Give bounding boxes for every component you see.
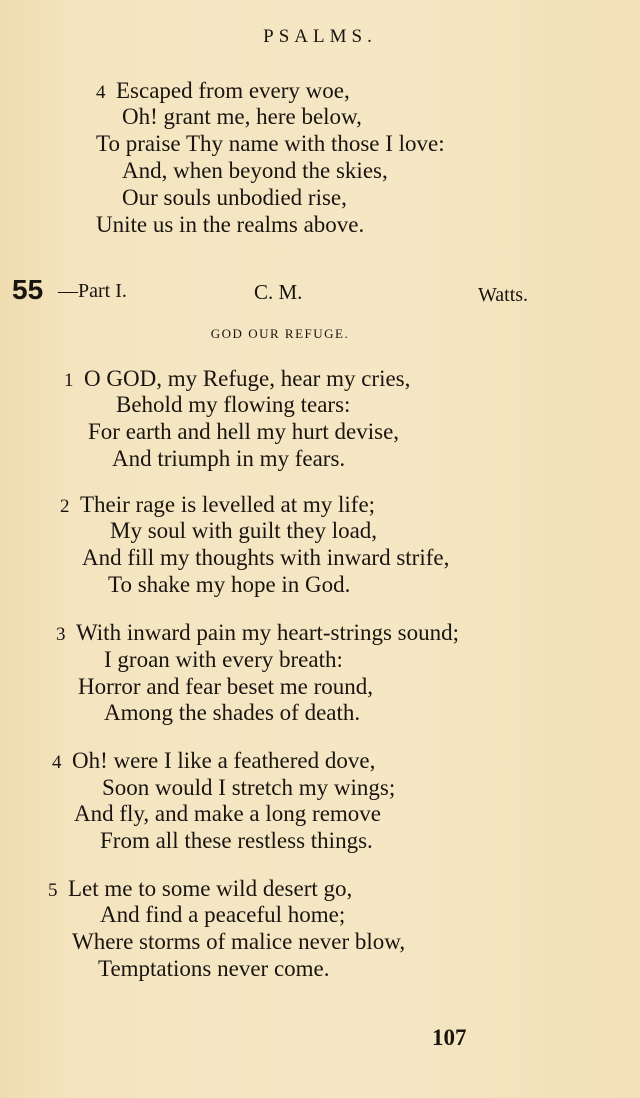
stanza-line: Our souls unbodied rise, [122, 185, 347, 210]
stanza-line: Behold my flowing tears: [116, 392, 351, 417]
verse-number: 1 [64, 370, 74, 391]
stanza-line: Unite us in the realms above. [96, 212, 365, 237]
verse-number: 5 [48, 880, 58, 901]
stanza-line: My soul with guilt they load, [110, 518, 378, 543]
stanza-line: And triumph in my fears. [112, 446, 346, 471]
stanza-line: Among the shades of death. [104, 700, 361, 725]
verse-number: 4 [52, 752, 62, 773]
stanza-line: And find a peaceful home; [100, 902, 346, 927]
stanza-line: And fill my thoughts with inward strife, [82, 545, 450, 570]
stanza-line: I groan with every breath: [104, 647, 343, 672]
hymn-part: —Part I. [58, 280, 127, 302]
stanza-line: 5 Let me to some wild desert go, [48, 876, 352, 904]
stanza-line: 4 Oh! were I like a feathered dove, [52, 748, 375, 776]
verse-number: 2 [60, 496, 70, 517]
stanza-line: Horror and fear beset me round, [78, 674, 374, 699]
hymn-author: Watts. [478, 284, 529, 306]
stanza-line: 2 Their rage is levelled at my life; [60, 492, 375, 520]
stanza-line: And fly, and make a long remove [74, 801, 381, 826]
verse-number: 3 [56, 624, 66, 645]
stanza-line: For earth and hell my hurt devise, [88, 419, 400, 444]
stanza-line: To shake my hope in God. [108, 572, 351, 597]
stanza-line: Soon would I stretch my wings; [102, 775, 396, 800]
stanza-line: Where storms of malice never blow, [72, 929, 406, 954]
running-head: PSALMS. [263, 26, 377, 47]
stanza-line: 3 With inward pain my heart-strings sound; [56, 620, 459, 648]
stanza-line: Temptations never come. [98, 956, 330, 981]
stanza-line: From all these restless things. [100, 828, 373, 853]
stanza-line: To praise Thy name with those I love: [96, 131, 445, 156]
page-number: 107 [432, 1025, 467, 1050]
hymn-number: 55 [12, 274, 44, 305]
stanza-line: 4 Escaped from every woe, [96, 78, 350, 106]
stanza-line: And, when beyond the skies, [122, 158, 388, 183]
verse-number: 4 [96, 82, 106, 103]
hymn-meter: C. M. [254, 280, 303, 304]
hymn-title: GOD OUR REFUGE. [210, 326, 350, 341]
stanza-line: Oh! grant me, here below, [122, 104, 362, 129]
stanza-line: 1 O GOD, my Refuge, hear my cries, [64, 366, 410, 394]
